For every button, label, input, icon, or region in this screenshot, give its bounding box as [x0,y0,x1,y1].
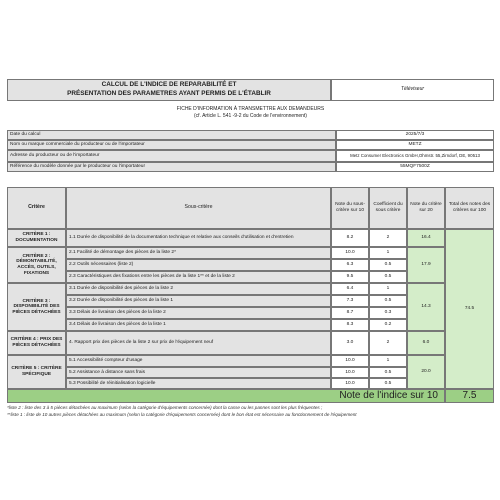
info-label-brand: Nom ou marque commerciale du producteur ou de l'importateur [7,140,336,150]
total-notes: 74.5 [445,229,494,389]
col-header-note-sous-critere: Note du sous-critère sur 10 [331,187,369,229]
sub-criterion-note: 6.3 [331,259,369,271]
fiche-heading [7,106,494,119]
report-title [7,79,331,101]
sub-criterion-note: 7.3 [331,295,369,307]
sub-criterion-label: 4. Rapport prix des pièces de la liste 2 sur prix de l'équipement neuf [66,331,331,355]
col-header-coefficient: Coefficient du sous critère [369,187,407,229]
sub-criterion-coef: 0.5 [369,367,407,378]
sub-criterion-note: 6.4 [331,283,369,295]
info-label-address: Adresse du producteur ou de l'importateur [7,150,336,162]
critere-4-label: CRITÈRE 4 : PRIX DES PIÈCES DÉTACHÉES [7,331,66,355]
sub-criterion-note: 3.0 [331,331,369,355]
critere-2-note: 17.9 [407,247,445,283]
sub-criterion-label: 5.3 Possibilité de réinitialisation logicielle [66,378,331,389]
col-header-sous-critere: Sous-critère [66,187,331,229]
sub-criterion-note: 9.5 [331,271,369,283]
critere-1-label: CRITÈRE 1 : DOCUMENTATION [7,229,66,247]
sub-criterion-label: 2.3 Caractéristiques des fixations entre les pièces de la liste 1** et de la liste 2 [66,271,331,283]
sub-criterion-coef: 0.2 [369,319,407,331]
sub-criterion-coef: 0.3 [369,307,407,319]
sub-criterion-label: 3.1 Durée de disponibilité des pièces de la liste 2 [66,283,331,295]
critere-3-note: 14.3 [407,283,445,331]
sub-criterion-label: 3.2 Durée de disponibilité des pièces de la liste 1 [66,295,331,307]
sub-criterion-coef: 0.5 [369,259,407,271]
sub-criterion-label: 2.1 Facilité de démontage des pièces de la liste 2* [66,247,331,259]
info-value-address: Metz Consumer Electronics GmbH,Ohmstr. 55,Zirndorf, DE, 90513 [336,150,494,162]
final-note-value: 7.5 [445,389,494,403]
sub-criterion-label: 5.2 Assistance à distance sans frais [66,367,331,378]
product-category: Téléviseur [331,79,494,101]
footnote-liste-2: *liste 2 : liste des 3 à 5 pièces détachées au maximum (selon la catégorie d'équipements concernée) dont la casse ou les pannes sont les plus fréquentes ; [7,405,323,410]
sub-criterion-note: 10.0 [331,367,369,378]
col-header-note-critere: Note du critère sur 20 [407,187,445,229]
critere-3-label: CRITÈRE 3 : DISPONIBILITÉ DES PIÈCES DÉTACHÉES [7,283,66,331]
sub-criterion-label: 5.1 Accessibilité compteur d'usage [66,355,331,367]
sub-criterion-coef: 2 [369,229,407,247]
sub-criterion-note: 8.7 [331,307,369,319]
critere-1-note: 16.4 [407,229,445,247]
sub-criterion-coef: 2 [369,331,407,355]
sub-criterion-coef: 1 [369,355,407,367]
sub-criterion-note: 10.0 [331,378,369,389]
footnote-liste-1: **liste 1 : liste de 10 autres pièces détachées au maximum (selon la catégorie d'équipements concernée) dont le bon état est nécessaire au fonctionnement de l'équipement [7,412,357,417]
critere-5-label: CRITÈRE 5 : CRITÈRE SPÉCIFIQUE [7,355,66,389]
col-header-total: Total des notes des critères sur 100 [445,187,494,229]
info-value-model: 55MQF7500Z [336,162,494,172]
fiche-line-2: (cf. Article L. 541 -9-2 du Code de l'environnement) [194,112,307,119]
sub-criterion-note: 10.0 [331,355,369,367]
title-line-2: PRÉSENTATION DES PARAMETRES AYANT PERMIS DE L'ÉTABLIR [67,90,271,97]
sub-criterion-coef: 1 [369,283,407,295]
sub-criterion-label: 1.1 Durée de disponibilité de la documentation technique et relative aux conseils d'utilisation et d'entretien [66,229,331,247]
final-note-label: Note de l'indice sur 10 [7,389,445,403]
sub-criterion-coef: 0.5 [369,295,407,307]
critere-4-note: 6.0 [407,331,445,355]
col-header-critere: Critère [7,187,66,229]
info-value-brand: METZ [336,140,494,150]
critere-2-label: CRITÈRE 2 : DÉMONTABILITÉ, ACCÈS, OUTILS, FIXATIONS [7,247,66,283]
info-value-date: 2025/7/3 [336,130,494,140]
fiche-line-1: FICHE D'INFORMATION À TRANSMETTRE AUX DEMANDEURS [176,106,325,112]
sub-criterion-label: 2.2 Outils nécessaires (liste 2) [66,259,331,271]
sub-criterion-label: 3.4 Délais de livraison des pièces de la liste 1 [66,319,331,331]
info-label-model: Référence du modèle donnée par le producteur ou l'importateur [7,162,336,172]
title-line-1: CALCUL DE L'INDICE DE REPARABILITÉ ET [101,81,237,89]
sub-criterion-note: 8.3 [331,319,369,331]
sub-criterion-label: 3.3 Délais de livraison des pièces de la liste 2 [66,307,331,319]
sub-criterion-coef: 0.5 [369,271,407,283]
sub-criterion-coef: 1 [369,247,407,259]
sub-criterion-note: 10.0 [331,247,369,259]
critere-5-note: 20.0 [407,355,445,389]
sub-criterion-note: 8.2 [331,229,369,247]
info-label-date: Date du calcul [7,130,336,140]
sub-criterion-coef: 0.5 [369,378,407,389]
